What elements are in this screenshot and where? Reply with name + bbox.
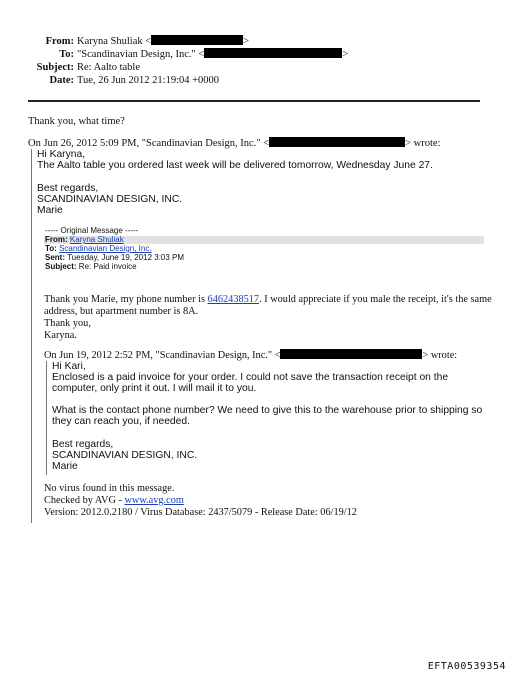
- quoted-line: Enclosed is a paid invoice for your order. I could not save the transaction receipt on the: [52, 372, 449, 383]
- quote-intro: On Jun 26, 2012 5:09 PM, "Scandinavian Design, Inc." < > wrote:: [28, 138, 441, 149]
- signoff-line: Best regards,: [52, 439, 114, 450]
- checked-by-line: Checked by AVG - www.avg.com: [44, 495, 184, 506]
- subject-value: Re: Aalto table: [77, 62, 140, 73]
- bates-number: EFTA00539354: [427, 661, 506, 672]
- reply-text: Thank you, what time?: [28, 116, 125, 127]
- quoted-line: What is the contact phone number? We need to give this to the warehouse prior to shipping so: [52, 405, 483, 416]
- redaction-block: [280, 349, 422, 359]
- subject-label: Subject:: [36, 62, 74, 73]
- quoted-line: computer, only print it out. I will mail it to you.: [52, 383, 257, 394]
- quote-bar-level-1: [31, 149, 32, 523]
- quote-bar-level-2: [46, 361, 47, 475]
- sender-link[interactable]: Karyna Shuliak: [69, 235, 124, 244]
- signoff-line: Marie: [37, 205, 63, 216]
- version-line: Version: 2012.0.2180 / Virus Database: 2437/5079 - Release Date: 06/19/12: [44, 507, 357, 518]
- signoff-line: Best regards,: [37, 183, 99, 194]
- virus-notice: No virus found in this message.: [44, 483, 175, 494]
- original-sent-row: Sent: Tuesday, June 19, 2012 3:03 PM: [45, 253, 185, 262]
- from-label: From:: [45, 36, 74, 47]
- from-value: Karyna Shuliak < >: [77, 36, 250, 47]
- signoff-line: Marie: [52, 461, 78, 472]
- original-separator: ----- Original Message -----: [45, 226, 139, 235]
- redaction-block: [204, 48, 342, 58]
- original-from-row: From: Karyna Shuliak: [45, 235, 124, 244]
- date-label: Date:: [49, 75, 74, 86]
- to-label: To:: [59, 49, 74, 60]
- date-value: Tue, 26 Jun 2012 21:19:04 +0000: [77, 75, 220, 86]
- message-line: Karyna.: [44, 330, 77, 341]
- message-line: Thank you,: [44, 318, 91, 329]
- message-line: address, but apartment number is 8A.: [44, 306, 199, 317]
- signoff-line: SCANDINAVIAN DESIGN, INC.: [37, 194, 183, 205]
- quoted-line: they can reach you, if needed.: [52, 416, 190, 427]
- to-value: "Scandinavian Design, Inc." < >: [77, 49, 349, 60]
- original-to-row: To: Scandinavian Design, Inc.: [45, 244, 152, 253]
- phone-link[interactable]: 6462438517: [207, 294, 260, 305]
- header-divider: [28, 100, 480, 102]
- recipient-link[interactable]: Scandinavian Design, Inc.: [59, 244, 152, 253]
- quoted-line: The Aalto table you ordered last week will be delivered tomorrow, Wednesday June 27.: [37, 160, 433, 171]
- original-subject-row: Subject: Re: Paid invoice: [45, 262, 137, 271]
- signoff-line: SCANDINAVIAN DESIGN, INC.: [52, 450, 198, 461]
- avg-link[interactable]: www.avg.com: [124, 495, 184, 506]
- quoted-line: Hi Kari,: [52, 361, 86, 372]
- quoted-line: Hi Karyna,: [37, 149, 86, 160]
- redaction-block: [151, 35, 243, 45]
- message-line: Thank you Marie, my phone number is 6462438517. I would appreciate if you male the receipt, it's the same: [44, 294, 492, 305]
- nested-quote-intro: On Jun 19, 2012 2:52 PM, "Scandinavian Design, Inc." < > wrote:: [44, 350, 458, 361]
- redaction-block: [269, 137, 405, 147]
